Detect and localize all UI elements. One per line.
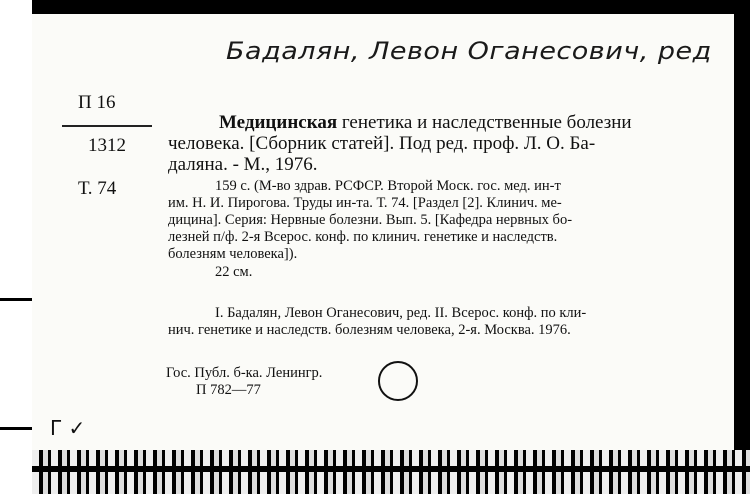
call-number-divider bbox=[62, 125, 152, 127]
title-bold-word: Медицинская bbox=[219, 112, 338, 133]
description-line-2: им. Н. И. Пирогова. Труды ин-та. Т. 74. [Раздел [2]. Клинич. ме- bbox=[168, 195, 562, 211]
margin-note: Г ✓ bbox=[50, 416, 86, 440]
title-line-1 bbox=[219, 112, 632, 133]
description-line-4: лезней п/ф. 2-я Всерос. конф. по клинич. генетике и наследств. bbox=[168, 229, 558, 245]
stamp-number: П 782—77 bbox=[196, 382, 261, 398]
left-margin-strip bbox=[0, 0, 32, 494]
scan-edge-bottom bbox=[32, 450, 750, 494]
call-number-bottom: Т. 74 bbox=[78, 178, 117, 199]
title-line-3: даляна. - М., 1976. bbox=[168, 154, 318, 175]
title-line-text: генетика и наследственные болезни bbox=[341, 112, 632, 133]
stamp-seal bbox=[378, 361, 418, 401]
margin-mark bbox=[0, 298, 32, 301]
handwritten-heading: Бадалян, Левон Оганесович, ред bbox=[226, 37, 712, 66]
margin-mark bbox=[0, 427, 32, 430]
tracing-line-2: нич. генетике и наследств. болезням человека, 2-я. Москва. 1976. bbox=[168, 322, 571, 338]
description-line-5: болезням человека]). bbox=[168, 246, 298, 262]
physical-size: 22 см. bbox=[215, 264, 253, 280]
catalog-card bbox=[32, 14, 734, 450]
call-number-top: П 16 bbox=[78, 92, 116, 113]
title-line-2: человека. [Сборник статей]. Под ред. проф. Л. О. Ба- bbox=[168, 133, 596, 154]
stamp-library: Гос. Публ. б-ка. Ленингр. bbox=[166, 365, 323, 381]
description-line-1: 159 с. (М-во здрав. РСФСР. Второй Моск. гос. мед. ин-т bbox=[215, 178, 561, 194]
call-number-middle: 1312 bbox=[88, 135, 126, 156]
description-line-3: дицина]. Серия: Нервные болезни. Вып. 5. [Кафедра нервных бо- bbox=[168, 212, 573, 228]
tracing-line-1: I. Бадалян, Левон Оганесович, ред. II. Всерос. конф. по кли- bbox=[215, 305, 587, 321]
